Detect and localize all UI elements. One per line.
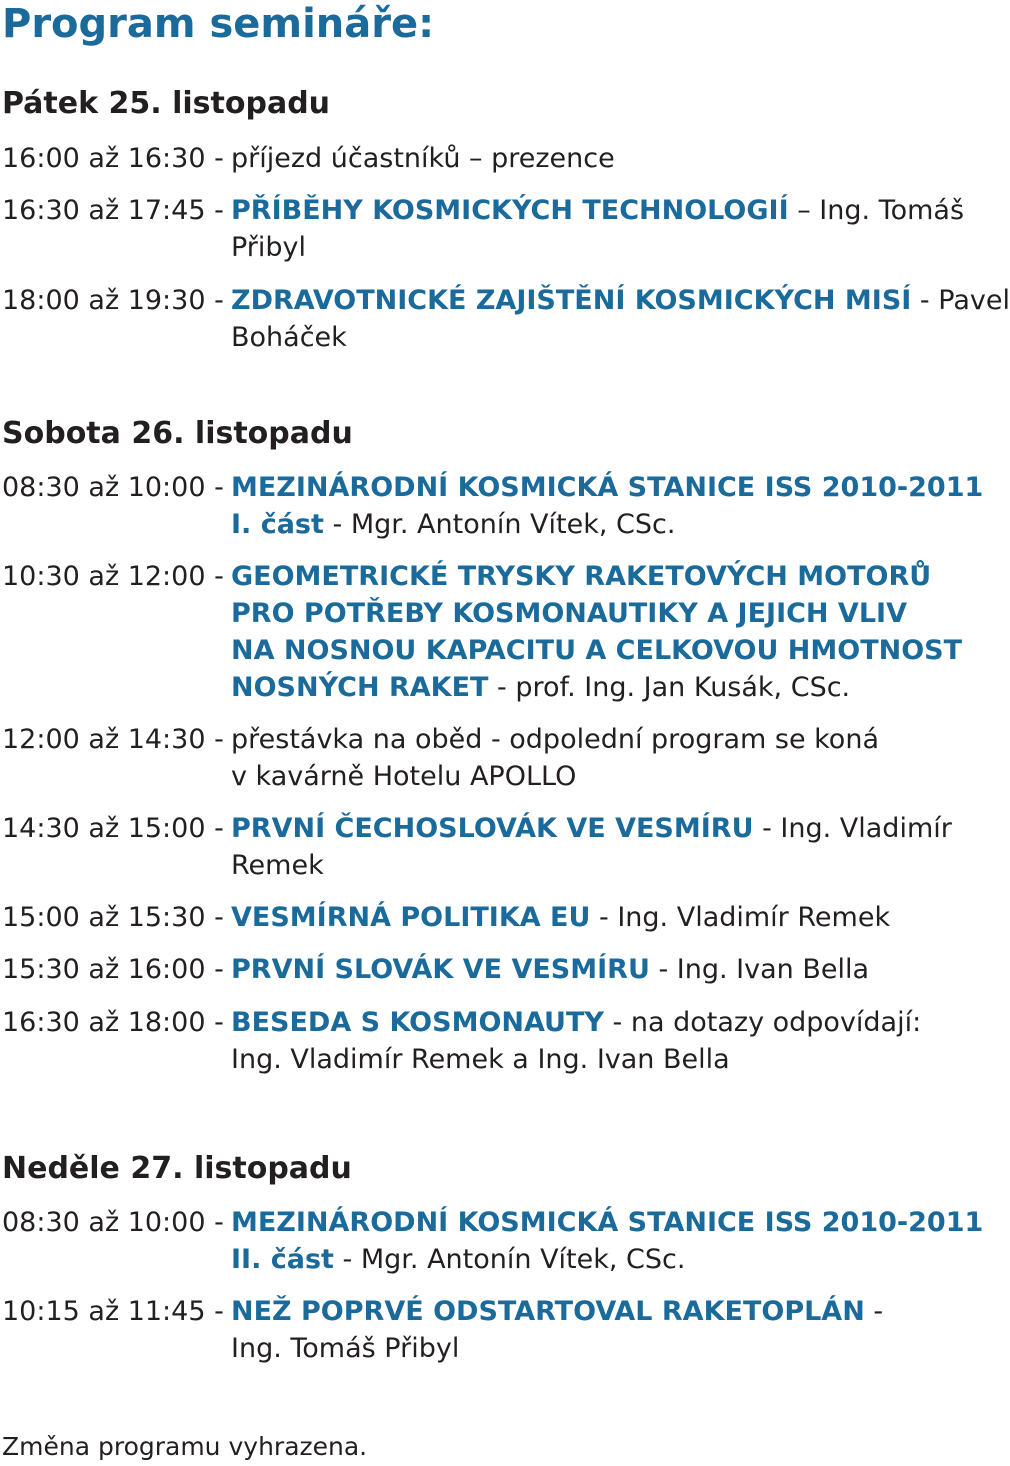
item-description [231,810,957,884]
item-text: příjezd účastníků – prezence [231,143,615,174]
item-description [231,1293,957,1367]
item-text: Ing. Tomáš Přibyl [231,1333,460,1364]
item-description [231,1204,984,1278]
day-heading: Neděle 27. listopadu [2,1151,352,1186]
program-item [2,899,957,936]
page-title: Program semináře: [2,1,435,47]
item-time: 08:30 až 10:00 - [2,472,224,503]
item-topic: MEZINÁRODNÍ KOSMICKÁ STANICE ISS 2010-2011 [231,472,984,503]
day-heading: Pátek 25. listopadu [2,86,331,121]
item-description [231,282,1010,356]
item-description [231,558,963,706]
item-topic: NA NOSNOU KAPACITU A CELKOVOU HMOTNOST [231,635,963,666]
footer-note: Změna programu vyhrazena. [2,1432,368,1461]
item-text: - Ing. Ivan Bella [649,954,870,985]
program-item [2,810,957,884]
item-topic: I. část [231,509,324,540]
item-description [231,1004,957,1078]
item-time: 15:00 až 15:30 - [2,902,224,933]
item-text: – Ing. Tomáš [788,195,965,226]
item-time: 10:30 až 12:00 - [2,561,224,592]
item-text: - na dotazy odpovídají: [603,1007,922,1038]
item-text: Boháček [231,322,347,353]
item-topic: PŘÍBĚHY KOSMICKÝCH TECHNOLOGIÍ [231,195,789,226]
item-text: Ing. Vladimír Remek a Ing. Ivan Bella [231,1044,730,1075]
program-item [2,1004,957,1078]
item-text: přestávka na oběd - odpolední program se koná [231,724,879,755]
item-text: Remek [231,850,324,881]
item-time: 15:30 až 16:00 - [2,954,224,985]
program-item [2,558,963,706]
program-item [2,140,957,177]
item-description [231,899,957,936]
item-text: - Mgr. Antonín Vítek, CSc. [333,1244,686,1275]
item-description [231,192,965,266]
item-topic: BESEDA S KOSMONAUTY [231,1007,604,1038]
program-item [2,282,1010,356]
item-topic: ZDRAVOTNICKÉ ZAJIŠTĚNÍ KOSMICKÝCH MISÍ [231,285,912,316]
program-item [2,192,965,266]
program-item [2,469,984,543]
item-topic: PRO POTŘEBY KOSMONAUTIKY A JEJICH VLIV [231,598,907,629]
item-time: 14:30 až 15:00 - [2,813,224,844]
program-item [2,1293,957,1367]
item-text: v kavárně Hotelu APOLLO [231,761,577,792]
item-topic: VESMÍRNÁ POLITIKA EU [231,902,591,933]
item-time: 16:00 až 16:30 - [2,143,224,174]
item-topic: GEOMETRICKÉ TRYSKY RAKETOVÝCH MOTORŮ [231,561,932,592]
item-description [231,469,984,543]
item-text: - Mgr. Antonín Vítek, CSc. [323,509,676,540]
item-time: 12:00 až 14:30 - [2,724,224,755]
item-text: - Ing. Vladimír [753,813,952,844]
item-topic: MEZINÁRODNÍ KOSMICKÁ STANICE ISS 2010-2011 [231,1207,984,1238]
item-time: 16:30 až 18:00 - [2,1007,224,1038]
program-item [2,951,957,988]
program-item [2,721,957,795]
item-topic: PRVNÍ SLOVÁK VE VESMÍRU [231,954,650,985]
item-topic: NOSNÝCH RAKET [231,672,489,703]
item-description [231,721,957,795]
item-topic: NEŽ POPRVÉ ODSTARTOVAL RAKETOPLÁN [231,1296,865,1327]
item-topic: PRVNÍ ČECHOSLOVÁK VE VESMÍRU [231,813,754,844]
item-time: 16:30 až 17:45 - [2,195,224,226]
item-text: - [864,1296,884,1327]
item-time: 18:00 až 19:30 - [2,285,224,316]
item-text: - Ing. Vladimír Remek [590,902,891,933]
day-heading: Sobota 26. listopadu [2,416,353,451]
item-description [231,951,957,988]
item-description [231,140,957,177]
item-text: Přibyl [231,232,307,263]
item-time: 10:15 až 11:45 - [2,1296,224,1327]
item-time: 08:30 až 10:00 - [2,1207,224,1238]
item-text: - prof. Ing. Jan Kusák, CSc. [488,672,851,703]
item-text: - Pavel [911,285,1010,316]
item-topic: II. část [231,1244,334,1275]
program-item [2,1204,984,1278]
